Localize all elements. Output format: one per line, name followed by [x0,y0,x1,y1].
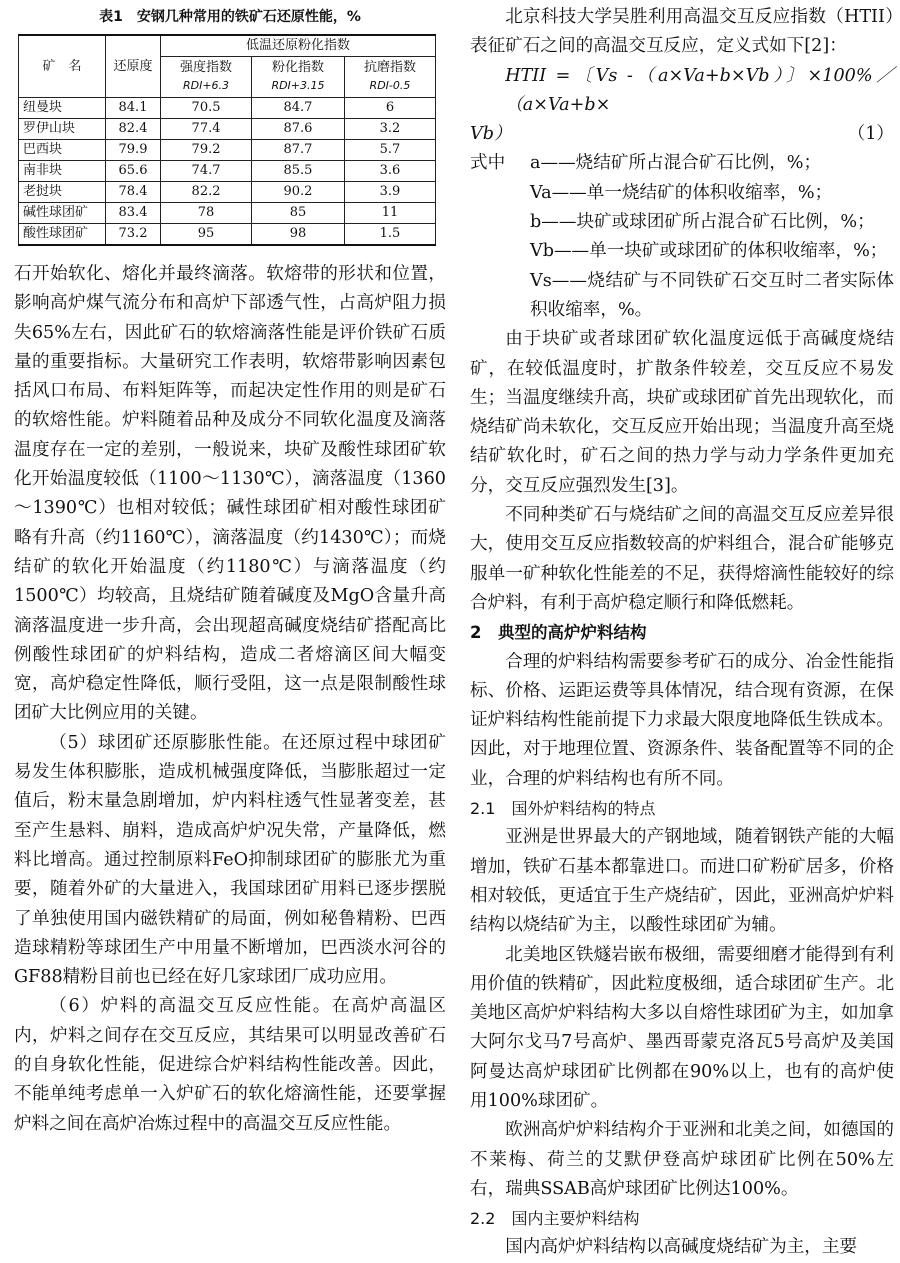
section-heading-2: 2 典型的高炉炉料结构 [470,623,647,643]
cell-pulverize: 85 [252,203,345,224]
table-row [19,140,436,161]
header-abrasion [344,57,435,98]
table-row [19,203,436,224]
where-label: 式中 [470,153,506,174]
cell-name: 纽曼块 [19,98,106,119]
ore-reduction-table [18,34,436,246]
cell-strength: 70.5 [161,98,252,119]
cell-abrasion: 6 [344,98,435,119]
right-paragraph-5: 亚洲是世界最大的产钢地域，随着钢铁产能的大幅增加，铁矿石基本都靠进口。而进口矿粉矿居多，价格相对较低，更适宜于生产烧结矿，因此，亚洲高炉炉料结构以烧结矿为主，以酸性球团矿为辅。 [470,827,894,936]
table-row [19,98,436,119]
definition-vb: Vb——单一块矿或球团矿的体积收缩率，%； [530,241,888,262]
cell-abrasion: 3.2 [344,119,435,140]
right-paragraph-2: 由于块矿或者球团矿软化温度远低于高碱度烧结矿，在较低温度时，扩散条件较差，交互反应不易发生；当温度继续升高，块矿或球团矿首先出现软化，而烧结矿尚未软化，交互反应开始出现；当温度升高至烧结矿软化时，矿石之间的热力学与动力学条件更加充分，交互反应强烈发生[3]。 [470,329,894,496]
cell-name: 罗伊山块 [19,119,106,140]
definition-a: a——烧结矿所占混合矿石比例，%； [530,153,822,174]
table-body [19,98,436,246]
cell-strength: 95 [161,224,252,246]
right-paragraph-3: 不同种类矿石与烧结矿之间的高温交互反应差异很大，使用交互反应指数较高的炉料组合，混合矿能够克服单一矿种软化性能差的不足，获得熔滴性能较好的综合炉料，有利于高炉稳定顺行和降低燃耗。 [470,505,894,613]
cell-name: 南非块 [19,161,106,182]
definition-first-row [470,149,894,178]
section-heading-2-1: 2.1 国外炉料结构的特点 [470,799,656,819]
cell-name: 碱性球团矿 [19,203,106,224]
table-caption: 表1 安钢几种常用的铁矿石还原性能，% [99,9,361,25]
section-heading-2-2: 2.2 国内主要炉料结构 [470,1209,640,1229]
definition-va: Va——单一烧结矿的体积收缩率，%； [530,182,833,203]
cell-pulverize: 85.5 [252,161,345,182]
right-column [470,0,894,1263]
cell-abrasion: 1.5 [344,224,435,246]
cell-reduction: 65.6 [106,161,161,182]
header-rdi-group: 低温还原粉化指数 [161,35,436,57]
cell-strength: 78 [161,203,252,224]
cell-strength: 79.2 [161,140,252,161]
cell-name: 巴西块 [19,140,106,161]
cell-abrasion: 3.9 [344,182,435,203]
header-strength-sub: RDI+6.3 [182,79,230,92]
left-paragraph-1: 石开始软化、熔化并最终滴落。软熔带的形状和位置，影响高炉煤气流分布和高炉下部透气性，占高炉阻力损失65%左右，因此矿石的软熔滴落性能是评价铁矿石质量的重要指标。大量研究工作表明，软熔带影响因素包括风口布局、布料矩阵等，而起决定性作用的则是矿石的软熔性能。炉料随着品种及成分不同软化温度及滴落温度存在一定的差别，一般说来，块矿及酸性球团矿软化开始温度较低（1100～1130℃），滴落温度（1360～1390℃）也相对较低；碱性球团矿相对酸性球团矿略有升高（约1160℃），滴落温度（约1430℃）；而烧结矿的软化开始温度（约1180℃）与滴落温度（约1500℃）均较高，且烧结矿随着碱度及MgO含量升高滴落温度进一步升高，会出现超高碱度烧结矿搭配高比例酸性球团矿的炉料结构，造成二者熔滴区间大幅变宽，高炉稳定性降低，顺行受阻，这一点是限制酸性球团矿大比例应用的关键。 [14,264,446,724]
cell-strength: 82.2 [161,182,252,203]
header-abrasion-label: 抗磨指数 [363,60,416,75]
cell-pulverize: 84.7 [252,98,345,119]
cell-abrasion: 5.7 [344,140,435,161]
left-paragraph-3: （6）炉料的高温交互反应性能。在高炉高温区内，炉料之间存在交互反应，其结果可以明显改善矿石的自身软化性能，促进综合炉料结构性能改善。因此，不能单纯考虑单一入炉矿石的软化熔滴性能，还要掌握炉料之间在高炉冶炼过程中的高温交互反应性能。 [14,996,446,1134]
cell-pulverize: 87.7 [252,140,345,161]
cell-pulverize: 98 [252,224,345,246]
equation-number: （1） [847,124,894,145]
header-abrasion-sub: RDI-0.5 [369,79,411,92]
cell-abrasion: 3.6 [344,161,435,182]
cell-name: 老挝块 [19,182,106,203]
header-strength-label: 强度指数 [180,60,233,75]
right-paragraph-4: 合理的炉料结构需要参考矿石的成分、冶金性能指标、价格、运距运费等具体情况，结合现有资源，在保证炉料结构性能前提下力求最大限度地降低生铁成本。因此，对于地理位置、资源条件、装备配置等不同的企业，合理的炉料结构也有所不同。 [470,651,894,789]
left-paragraph-2: （5）球团矿还原膨胀性能。在还原过程中球团矿易发生体积膨胀，造成机械强度降低，当膨胀超过一定值后，粉末量急剧增加，炉内料柱透气性显著变差，甚至产生悬料、崩料，造成高炉炉况失常，产量降低，燃料比增高。通过控制原料FeO抑制球团矿的膨胀尤为重要，随着外矿的大量进入，我国球团矿用料已逐步摆脱了单独使用国内磁铁精矿的局面，例如秘鲁精粉、巴西造球精粉等球团生产中用量不断增加，巴西淡水河谷的GF88精粉目前也已经在好几家球团厂成功应用。 [14,732,446,988]
header-ore-name: 矿 名 [19,35,106,98]
cell-name: 酸性球团矿 [19,224,106,246]
cell-reduction: 79.9 [106,140,161,161]
equation-line-1: HTII =〔Vs -（a×Va+b×Vb）〕×100%／（a×Va+b× [505,65,894,115]
equation-line-2: Vb） [470,124,512,145]
cell-reduction: 73.2 [106,224,161,246]
cell-pulverize: 87.6 [252,119,345,140]
definition-vs: Vs——烧结矿与不同铁矿石交互时二者实际体积收缩率，%。 [530,270,894,320]
left-column [14,0,446,1139]
header-reduction: 还原度 [106,35,161,98]
header-pulverize [252,57,345,98]
definition-b: b——块矿或球团矿所占混合矿石比例，%； [530,212,875,233]
right-paragraph-1: 北京科技大学吴胜利用高温交互反应指数（HTII）表征矿石之间的高温交互反应，定义式如下[2]： [470,7,894,57]
table-row [19,119,436,140]
header-pulverize-sub: RDI+3.15 [271,79,325,92]
header-pulverize-label: 粉化指数 [271,60,324,75]
equation-line-2-row [470,120,894,149]
cell-reduction: 83.4 [106,203,161,224]
right-paragraph-6: 北美地区铁燧岩嵌布极细，需要细磨才能得到有利用价值的铁精矿，因此粒度极细，适合球团矿生产。北美地区高炉炉料结构大多以自熔性球团矿为主，如加拿大阿尔戈马7号高炉、墨西哥蒙克洛瓦5号高炉及美国阿曼达高炉球团矿比例都在90%以上，也有的高炉使用100%球团矿。 [470,944,894,1111]
table-row [19,224,436,246]
cell-pulverize: 90.2 [252,182,345,203]
right-paragraph-8: 国内高炉炉料结构以高碱度烧结矿为主，主要 [505,1237,858,1258]
cell-reduction: 78.4 [106,182,161,203]
header-strength [161,57,252,98]
cell-abrasion: 11 [344,203,435,224]
cell-reduction: 84.1 [106,98,161,119]
cell-strength: 77.4 [161,119,252,140]
cell-reduction: 82.4 [106,119,161,140]
cell-strength: 74.7 [161,161,252,182]
table-row [19,161,436,182]
table-row [19,182,436,203]
right-paragraph-7: 欧洲高炉炉料结构介于亚洲和北美之间，如德国的不莱梅、荷兰的艾默伊登高炉球团矿比例在50%左右，瑞典SSAB高炉球团矿比例达100%。 [470,1120,894,1199]
